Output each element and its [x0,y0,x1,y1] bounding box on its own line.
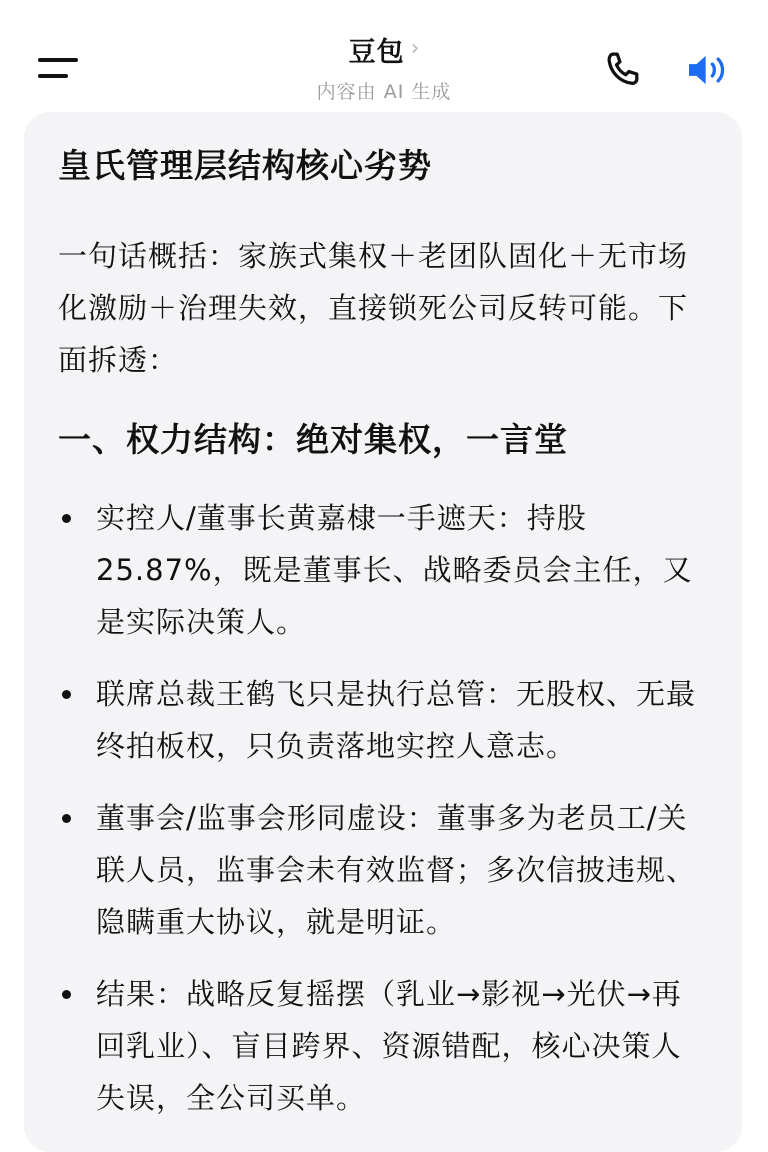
chat-title-area [0,30,768,104]
list-item-text: 联席总裁王鹤飞只是执行总管：无股权、无最终拍板权，只负责落地实控人意志。 [96,677,697,763]
section-heading: 一、权力结构：绝对集权，一言堂 [58,420,568,459]
bullet-list [58,492,710,1124]
list-item [58,668,710,772]
list-item-text: 结果：战略反复摇摆（乳业→影视→光伏→再回乳业）、盲目跨界、资源错配，核心决策人失误，全公司买单。 [96,977,682,1115]
list-item-text: 董事会/监事会形同虚设：董事多为老员工/关联人员，监事会未有效监督；多次信披违规、隐瞒重大协议，就是明证。 [96,801,697,939]
speaker-icon[interactable] [684,50,734,90]
bullet-dot [62,690,71,699]
list-item [58,492,710,648]
list-item [58,792,710,948]
list-item [58,968,710,1124]
chevron-right-icon: › [410,36,420,61]
ai-disclaimer: 内容由 AI 生成 [316,81,452,103]
chat-title-button[interactable] [349,30,420,69]
message-intro: 一句话概括：家族式集权＋老团队固化＋无市场化激励＋治理失效，直接锁死公司反转可能。下面拆透： [58,239,689,377]
ai-message-card [24,112,742,1152]
bullet-dot [62,514,71,523]
list-item-text: 实控人/董事长黄嘉棣一手遮天：持股25.87%，既是董事长、战略委员会主任，又是实际决策人。 [96,501,693,639]
bullet-dot [62,814,71,823]
top-bar [0,0,768,112]
phone-icon[interactable] [600,48,646,94]
bullet-dot [62,990,71,999]
chat-title: 豆包 [348,37,405,68]
message-title: 皇氏管理层结构核心劣势 [58,146,432,185]
